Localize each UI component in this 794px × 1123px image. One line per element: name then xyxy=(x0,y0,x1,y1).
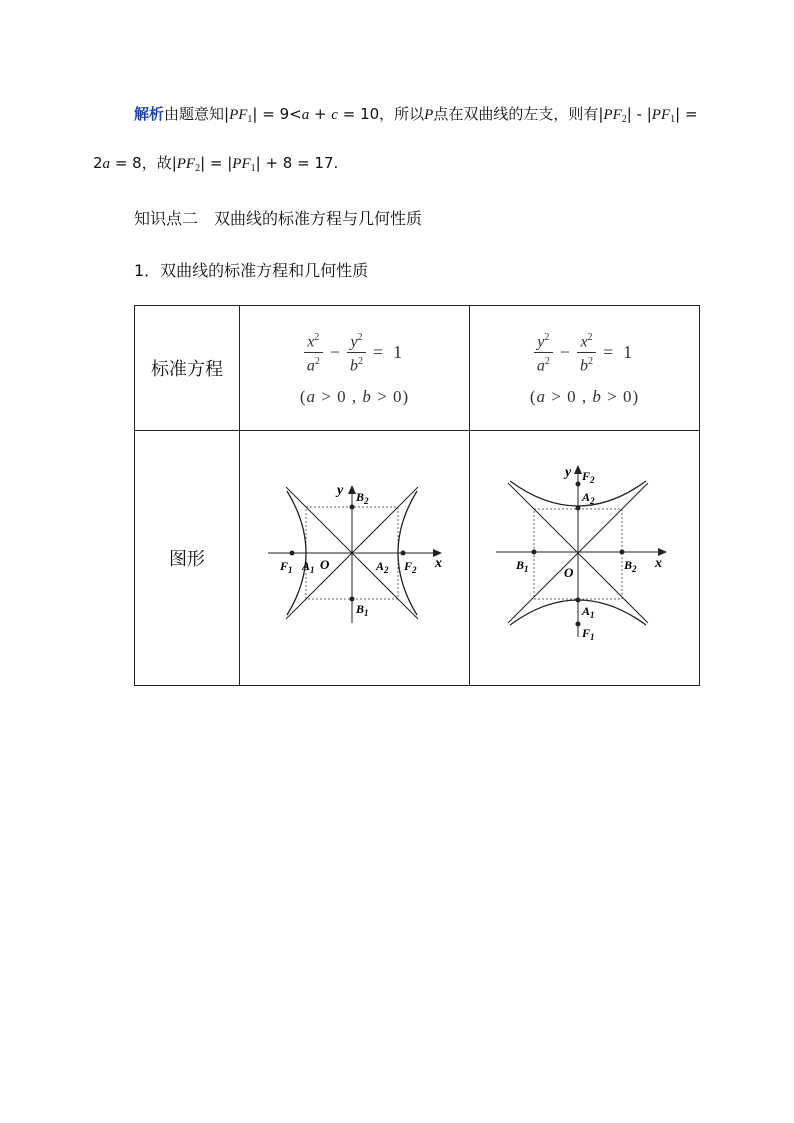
svg-text:F1: $F_1$ xyxy=(280,559,293,575)
point-a2 xyxy=(576,506,581,511)
equation-vertical: $\frac{y^2}{a^2}$ − $\frac{x^2}{b^2}$ = 1 (a > 0 , b > 0) xyxy=(470,329,699,407)
table-row-equation xyxy=(135,306,700,431)
svg-text:F2: $F_2$ xyxy=(404,559,417,575)
svg-text:y: y xyxy=(337,483,344,498)
point-f2 xyxy=(576,482,581,487)
condition-vertical: (a > 0 , b > 0) xyxy=(529,386,640,406)
equation-horizontal: $\frac{x^2}{a^2}$ − $\frac{y^2}{b^2}$ = 1 (a > 0 , b > 0) xyxy=(240,329,469,407)
subsection-title: 1．双曲线的标准方程和几何性质 xyxy=(134,261,369,280)
svg-text:F1: $F_1$ xyxy=(582,626,595,642)
point-f1 xyxy=(290,551,295,556)
row-label-equation: 标准方程 xyxy=(135,306,240,431)
point-b1 xyxy=(350,597,355,602)
y-axis-arrow xyxy=(574,465,582,474)
point-f2 xyxy=(401,551,406,556)
svg-text:x: x xyxy=(655,556,662,571)
svg-text:y: y xyxy=(565,465,572,480)
condition-horizontal: (a > 0 , b > 0) xyxy=(299,386,410,406)
point-b2 xyxy=(620,550,625,555)
svg-text:x: x xyxy=(435,556,442,571)
svg-text:A2: $A_2$ xyxy=(376,559,389,575)
section-title: 知识点二 双曲线的标准方程与几何性质 xyxy=(134,209,423,228)
svg-text:A1: $A_1$ xyxy=(302,559,315,575)
svg-text:O: O xyxy=(320,557,330,572)
svg-text:A1: $A_1$ xyxy=(582,604,595,620)
row-label-graph: 图形 xyxy=(135,431,240,686)
svg-text:F2: $F_2$ xyxy=(582,469,595,485)
svg-text:B1: $B_1$ xyxy=(356,602,369,618)
svg-text:O: O xyxy=(564,565,574,580)
solution-label: 解析 xyxy=(134,105,165,123)
equation-cell-horizontal xyxy=(240,306,470,431)
svg-text:B2: $B_2$ xyxy=(356,490,369,506)
equation-cell-vertical xyxy=(470,306,700,431)
svg-text:B1: $B_1$ xyxy=(516,558,529,574)
hyperbola-properties-table xyxy=(134,305,700,686)
x-axis-arrow xyxy=(658,548,667,556)
solution-line-1: 解析由题意知$|PF_1| = 9<a + c = 10$，所以P点在双曲线的左支，则有$|PF_2| - |PF_1|$ = xyxy=(134,105,698,125)
hyperbola-horizontal-graph xyxy=(240,431,469,681)
y-axis-arrow xyxy=(348,485,356,494)
graph-cell-vertical xyxy=(470,431,700,686)
hyperbola-vertical-graph xyxy=(470,431,699,681)
point-b1 xyxy=(532,550,537,555)
graph-cell-horizontal xyxy=(240,431,470,686)
svg-text:A2: $A_2$ xyxy=(582,490,595,506)
svg-text:B2: $B_2$ xyxy=(624,558,637,574)
point-f1 xyxy=(576,622,581,627)
solution-line-2: 2a = 8，故$|PF_2| = |PF_1| + 8 = 17$. xyxy=(93,154,339,174)
point-b2 xyxy=(350,505,355,510)
table-row-graph xyxy=(135,431,700,686)
point-a1 xyxy=(576,598,581,603)
